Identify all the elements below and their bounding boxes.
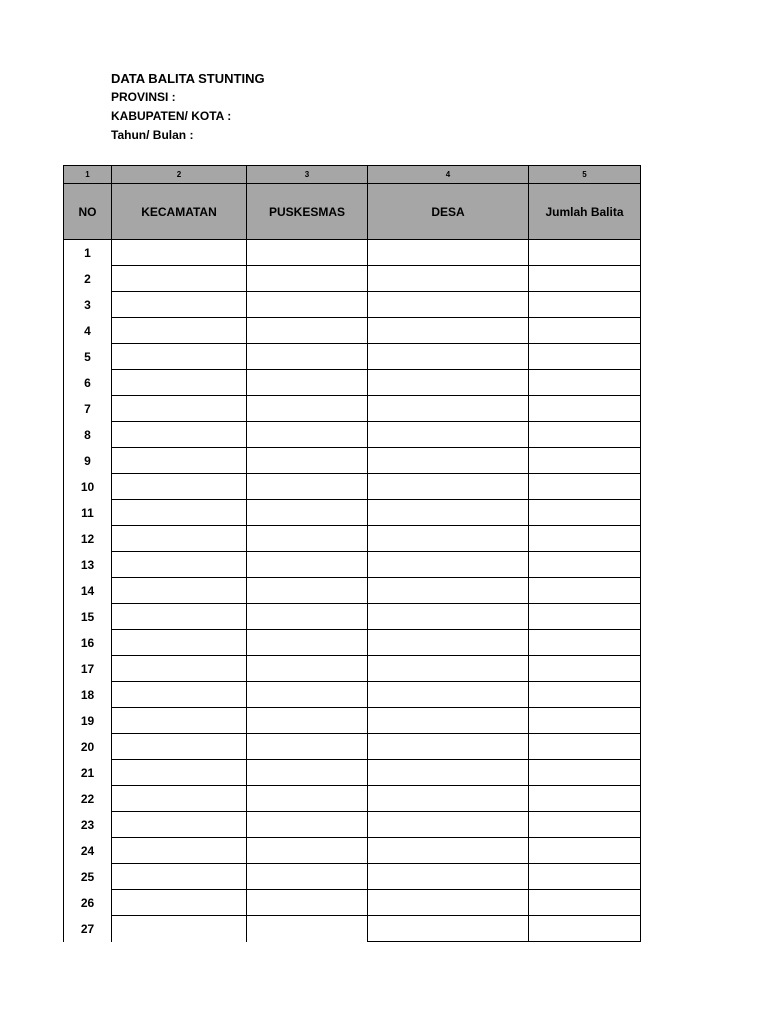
table-row [64, 630, 641, 656]
table-row [64, 604, 641, 630]
puskesmas-cell[interactable] [247, 812, 368, 838]
desa-cell[interactable] [368, 500, 529, 526]
jumlah-balita-cell[interactable] [529, 682, 641, 708]
desa-cell[interactable] [368, 682, 529, 708]
jumlah-balita-cell[interactable] [529, 760, 641, 786]
row-number: 1 [64, 240, 112, 266]
desa-cell[interactable] [368, 812, 529, 838]
desa-cell[interactable] [368, 448, 529, 474]
stunting-data-table [63, 165, 641, 942]
table-row [64, 370, 641, 396]
jumlah-balita-cell[interactable] [529, 370, 641, 396]
table-row [64, 656, 641, 682]
header-no: NO [64, 184, 112, 240]
puskesmas-cell[interactable] [247, 552, 368, 578]
table-row [64, 890, 641, 916]
puskesmas-cell[interactable] [247, 396, 368, 422]
kabupaten-label: KABUPATEN/ KOTA : [111, 109, 232, 123]
kecamatan-cell[interactable] [112, 474, 247, 500]
header-desa: DESA [368, 184, 529, 240]
desa-cell[interactable] [368, 656, 529, 682]
jumlah-balita-cell[interactable] [529, 864, 641, 890]
puskesmas-cell[interactable] [247, 656, 368, 682]
table-row [64, 734, 641, 760]
jumlah-balita-cell[interactable] [529, 500, 641, 526]
kecamatan-cell[interactable] [112, 396, 247, 422]
row-number: 26 [64, 890, 112, 916]
puskesmas-cell[interactable] [247, 344, 368, 370]
table-row [64, 448, 641, 474]
puskesmas-cell[interactable] [247, 604, 368, 630]
jumlah-balita-cell[interactable] [529, 240, 641, 266]
column-number-5: 5 [529, 166, 641, 184]
desa-cell[interactable] [368, 396, 529, 422]
kecamatan-cell[interactable] [112, 422, 247, 448]
jumlah-balita-cell[interactable] [529, 708, 641, 734]
header-kecamatan: KECAMATAN [112, 184, 247, 240]
kecamatan-cell[interactable] [112, 526, 247, 552]
desa-cell[interactable] [368, 578, 529, 604]
row-number: 2 [64, 266, 112, 292]
jumlah-balita-cell[interactable] [529, 422, 641, 448]
puskesmas-cell[interactable] [247, 578, 368, 604]
desa-cell[interactable] [368, 526, 529, 552]
jumlah-balita-cell[interactable] [529, 786, 641, 812]
kecamatan-cell[interactable] [112, 630, 247, 656]
jumlah-balita-cell[interactable] [529, 474, 641, 500]
kecamatan-cell[interactable] [112, 656, 247, 682]
puskesmas-cell[interactable] [247, 266, 368, 292]
column-number-4: 4 [368, 166, 529, 184]
jumlah-balita-cell[interactable] [529, 916, 641, 942]
column-number-row [64, 166, 641, 184]
row-number: 7 [64, 396, 112, 422]
desa-cell[interactable] [368, 864, 529, 890]
tahun-bulan-label: Tahun/ Bulan : [111, 128, 194, 142]
kecamatan-cell[interactable] [112, 708, 247, 734]
puskesmas-cell[interactable] [247, 422, 368, 448]
kecamatan-cell[interactable] [112, 786, 247, 812]
table-row [64, 318, 641, 344]
table-row [64, 864, 641, 890]
puskesmas-cell[interactable] [247, 240, 368, 266]
puskesmas-cell[interactable] [247, 838, 368, 864]
table-row [64, 786, 641, 812]
desa-cell[interactable] [368, 916, 529, 942]
jumlah-balita-cell[interactable] [529, 318, 641, 344]
kecamatan-cell[interactable] [112, 734, 247, 760]
row-number: 3 [64, 292, 112, 318]
table-row [64, 266, 641, 292]
jumlah-balita-cell[interactable] [529, 604, 641, 630]
document-title: DATA BALITA STUNTING [111, 71, 265, 86]
table-row [64, 838, 641, 864]
desa-cell[interactable] [368, 370, 529, 396]
desa-cell[interactable] [368, 552, 529, 578]
row-number: 25 [64, 864, 112, 890]
puskesmas-cell[interactable] [247, 526, 368, 552]
kecamatan-cell[interactable] [112, 916, 247, 942]
jumlah-balita-cell[interactable] [529, 734, 641, 760]
desa-cell[interactable] [368, 708, 529, 734]
provinsi-label: PROVINSI : [111, 90, 176, 104]
column-number-3: 3 [247, 166, 368, 184]
table-row [64, 708, 641, 734]
desa-cell[interactable] [368, 760, 529, 786]
jumlah-balita-cell[interactable] [529, 656, 641, 682]
table-row [64, 500, 641, 526]
puskesmas-cell[interactable] [247, 292, 368, 318]
row-number: 20 [64, 734, 112, 760]
row-number: 8 [64, 422, 112, 448]
row-number: 11 [64, 500, 112, 526]
puskesmas-cell[interactable] [247, 890, 368, 916]
row-number: 18 [64, 682, 112, 708]
desa-cell[interactable] [368, 604, 529, 630]
row-number: 10 [64, 474, 112, 500]
kecamatan-cell[interactable] [112, 240, 247, 266]
row-number: 24 [64, 838, 112, 864]
jumlah-balita-cell[interactable] [529, 526, 641, 552]
row-number: 4 [64, 318, 112, 344]
puskesmas-cell[interactable] [247, 630, 368, 656]
table-row [64, 682, 641, 708]
desa-cell[interactable] [368, 292, 529, 318]
row-number: 22 [64, 786, 112, 812]
kecamatan-cell[interactable] [112, 604, 247, 630]
row-number: 17 [64, 656, 112, 682]
kecamatan-cell[interactable] [112, 318, 247, 344]
puskesmas-cell[interactable] [247, 708, 368, 734]
puskesmas-cell[interactable] [247, 864, 368, 890]
jumlah-balita-cell[interactable] [529, 292, 641, 318]
row-number: 23 [64, 812, 112, 838]
kecamatan-cell[interactable] [112, 448, 247, 474]
desa-cell[interactable] [368, 734, 529, 760]
table-row [64, 760, 641, 786]
table-row [64, 240, 641, 266]
table-row [64, 422, 641, 448]
desa-cell[interactable] [368, 344, 529, 370]
puskesmas-cell[interactable] [247, 682, 368, 708]
row-number: 5 [64, 344, 112, 370]
desa-cell[interactable] [368, 474, 529, 500]
puskesmas-cell[interactable] [247, 448, 368, 474]
column-number-1: 1 [64, 166, 112, 184]
kecamatan-cell[interactable] [112, 552, 247, 578]
jumlah-balita-cell[interactable] [529, 448, 641, 474]
table-row [64, 474, 641, 500]
puskesmas-cell[interactable] [247, 318, 368, 344]
jumlah-balita-cell[interactable] [529, 812, 641, 838]
puskesmas-cell[interactable] [247, 474, 368, 500]
puskesmas-cell[interactable] [247, 370, 368, 396]
kecamatan-cell[interactable] [112, 812, 247, 838]
table-row [64, 344, 641, 370]
kecamatan-cell[interactable] [112, 500, 247, 526]
row-number: 14 [64, 578, 112, 604]
table-row [64, 916, 641, 942]
header-puskesmas: PUSKESMAS [247, 184, 368, 240]
row-number: 12 [64, 526, 112, 552]
column-number-2: 2 [112, 166, 247, 184]
desa-cell[interactable] [368, 786, 529, 812]
table-row [64, 526, 641, 552]
document-header [111, 70, 265, 145]
puskesmas-cell[interactable] [247, 500, 368, 526]
jumlah-balita-cell[interactable] [529, 344, 641, 370]
kecamatan-cell[interactable] [112, 344, 247, 370]
desa-cell[interactable] [368, 318, 529, 344]
table-row [64, 552, 641, 578]
desa-cell[interactable] [368, 266, 529, 292]
row-number: 27 [64, 916, 112, 942]
kecamatan-cell[interactable] [112, 370, 247, 396]
kecamatan-cell[interactable] [112, 266, 247, 292]
kecamatan-cell[interactable] [112, 578, 247, 604]
jumlah-balita-cell[interactable] [529, 266, 641, 292]
kecamatan-cell[interactable] [112, 838, 247, 864]
jumlah-balita-cell[interactable] [529, 890, 641, 916]
jumlah-balita-cell[interactable] [529, 396, 641, 422]
row-number: 19 [64, 708, 112, 734]
jumlah-balita-cell[interactable] [529, 552, 641, 578]
kecamatan-cell[interactable] [112, 890, 247, 916]
desa-cell[interactable] [368, 422, 529, 448]
jumlah-balita-cell[interactable] [529, 578, 641, 604]
kecamatan-cell[interactable] [112, 292, 247, 318]
row-number: 9 [64, 448, 112, 474]
table-row [64, 812, 641, 838]
kecamatan-cell[interactable] [112, 682, 247, 708]
table-row [64, 578, 641, 604]
jumlah-balita-cell[interactable] [529, 630, 641, 656]
desa-cell[interactable] [368, 240, 529, 266]
desa-cell[interactable] [368, 630, 529, 656]
desa-cell[interactable] [368, 890, 529, 916]
row-number: 16 [64, 630, 112, 656]
desa-cell[interactable] [368, 838, 529, 864]
puskesmas-cell[interactable] [247, 760, 368, 786]
puskesmas-cell[interactable] [247, 734, 368, 760]
kecamatan-cell[interactable] [112, 760, 247, 786]
row-number: 13 [64, 552, 112, 578]
row-number: 15 [64, 604, 112, 630]
row-number: 21 [64, 760, 112, 786]
row-number: 6 [64, 370, 112, 396]
jumlah-balita-cell[interactable] [529, 838, 641, 864]
puskesmas-cell[interactable] [247, 916, 368, 942]
puskesmas-cell[interactable] [247, 786, 368, 812]
kecamatan-cell[interactable] [112, 864, 247, 890]
column-header-row [64, 184, 641, 240]
table-row [64, 396, 641, 422]
table-row [64, 292, 641, 318]
header-jumlah-balita: Jumlah Balita [529, 184, 641, 240]
